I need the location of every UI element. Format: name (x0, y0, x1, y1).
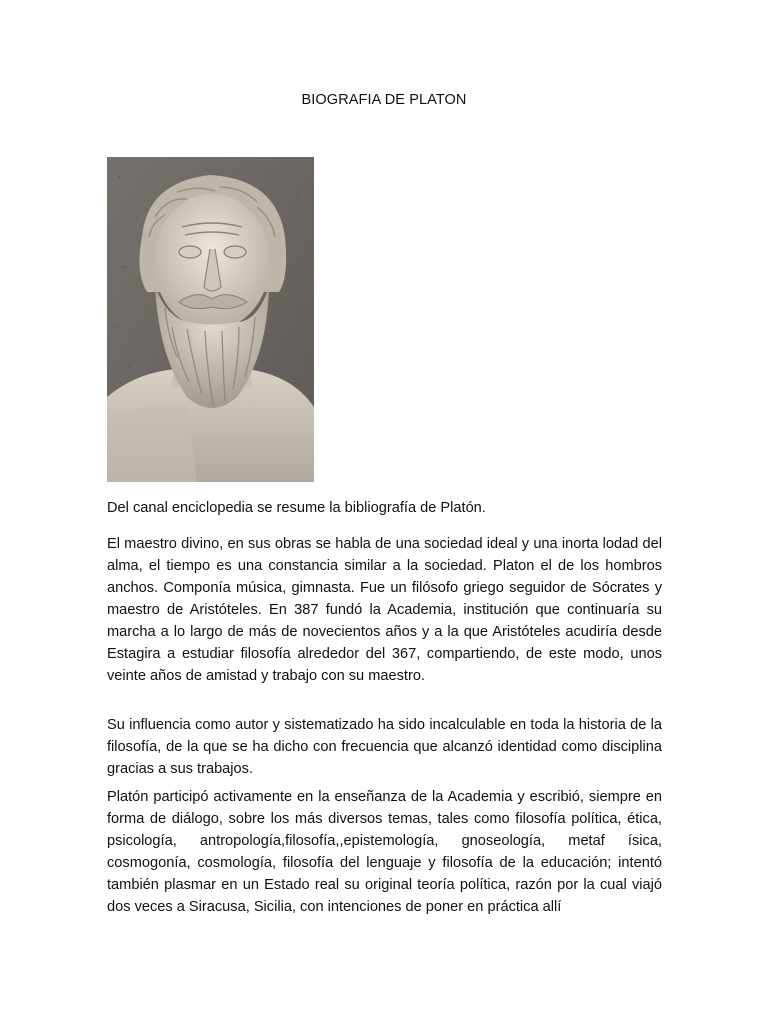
plato-bust-image (107, 157, 314, 482)
plato-bust-icon (107, 157, 314, 482)
paragraph-1: El maestro divino, en sus obras se habla de una sociedad ideal y una inorta lodad del alma, el tiempo es una constancia similar a la sociedad. Platon el de los hombros anchos. Componía música, gimnasta. Fue un filósofo griego seguidor de Sócrates y maestro de Aristóteles. En 387 fundó la Academia, institución que continuaría su marcha a lo largo de más de novecientos años y a la que Aristóteles acudiría desde Estagira a estudiar filosofía alrededor del 367, compartiendo, de este modo, unos veinte años de amistad y trabajo con su maestro. (107, 536, 662, 684)
document-title: BIOGRAFIA DE PLATON (301, 92, 467, 108)
paragraph-3: Platón participó activamente en la enseñanza de la Academia y escribió, siempre en forma de diálogo, sobre los más diversos temas, tales como filosofía política, ética, psicología, antropología,filosofía,,epistemología, gnoseología, metaf ísica, cosmogonía, cosmología, filosofía del lenguaje y filosofía de la educación; intentó también plasmar en un Estado real su original teoría política, razón por la cual viajó dos veces a Siracusa, Sicilia, con intenciones de poner en práctica allí (107, 789, 662, 915)
intro-text: Del canal enciclopedia se resume la bibliografía de Platón. (107, 500, 486, 516)
paragraph-2: Su influencia como autor y sistematizado ha sido incalculable en toda la historia de la filosofía, de la que se ha dicho con frecuencia que alcanzó identidad como disciplina gracias a sus trabajos. (107, 717, 662, 777)
